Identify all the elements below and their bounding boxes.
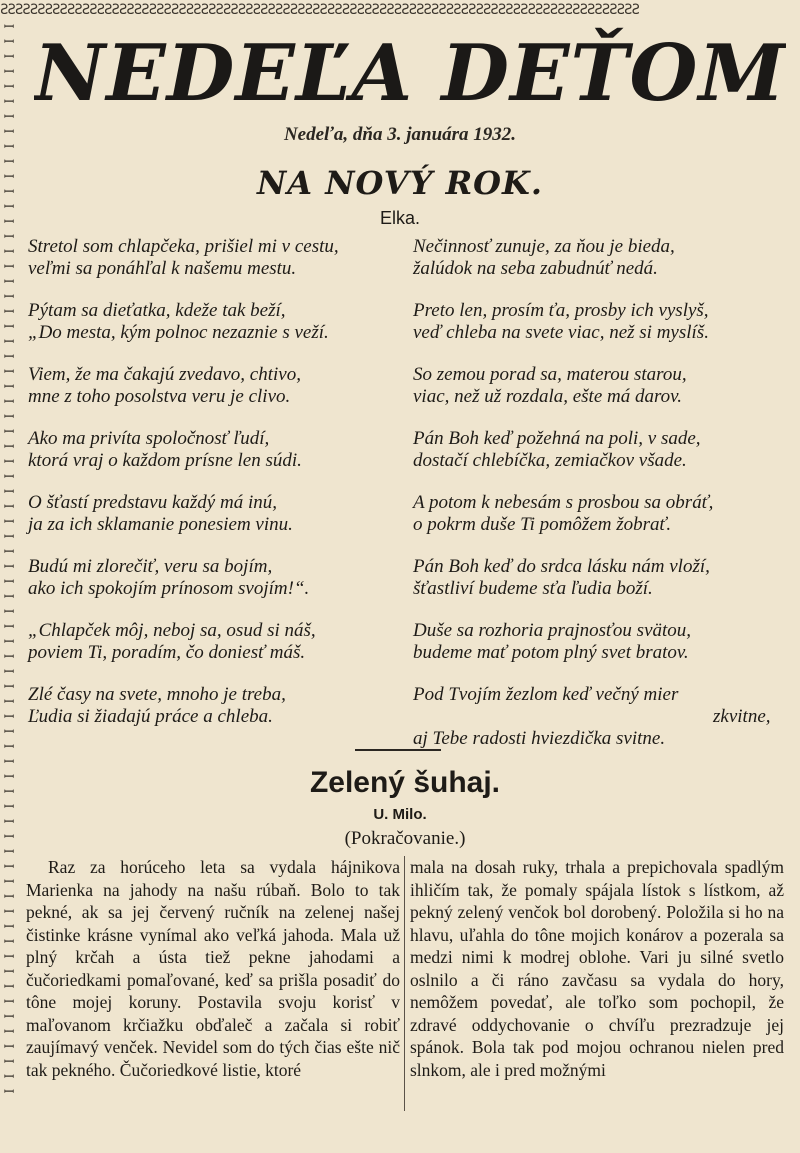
poem-line: žalúdok na seba zabudnúť nedá.: [413, 258, 658, 279]
poem-line: veľmi sa ponáhľal k našemu mestu.: [28, 258, 297, 279]
poem-stanza: [413, 236, 793, 280]
story-paragraph-left: Raz za horúceho leta sa vydala hájnikova Marienka na jahody na našu rúbaň. Bolo to tak pekné, ak sa jej červený ručník na zelenej našej čistinke krásne vynímal ako veľká jahoda. Mala už plný krčah a ústa tiež pekne jahodami a čučoriedkami pomaľované, keď sa prišla posadiť do tône mojej koruny. Postavila svoju korisť v maľovanom krčiažku obďaleč a začala si robiť zaujímavý venček. Nevidel som do tých čias ešte nič tak pekného. Čučoriedkové listie, ktoré: [26, 857, 400, 1080]
poem-stanza: [413, 300, 793, 344]
dateline: Nedeľa, dňa 3. januára 1932.: [283, 124, 517, 145]
ornamental-border-left: ꟷꟷꟷꟷꟷꟷꟷꟷꟷꟷꟷꟷꟷꟷꟷꟷꟷꟷꟷꟷꟷꟷꟷꟷꟷꟷꟷꟷꟷꟷꟷꟷꟷꟷꟷꟷꟷꟷꟷꟷꟷꟷꟷꟷꟷꟷꟷꟷꟷꟷꟷꟷꟷꟷꟷꟷꟷꟷꟷꟷꟷꟷꟷꟷꟷꟷꟷꟷꟷꟷꟷꟷ: [3, 20, 15, 1100]
poem-line: Ako ma privíta spoločnosť ľudí,: [28, 428, 270, 449]
story-author: U. Milo.: [373, 806, 427, 823]
poem-line: Viem, že ma čakajú zvedavo, chtivo,: [28, 364, 301, 385]
poem-line: zkvitne,: [713, 706, 771, 727]
story-paragraph-right: mala na dosah ruky, trhala a prepichovala spadlým ihličím tak, že pomaly spájala lístok s lístkom, až pekný zelený venčok bol dorobený. Položila si ho na hlavu, uľahla do tône mojich konárov a pozerala sa medzi nimi k modrej oblohe. Vari ju silné svetlo oslnilo a či ráno zavčasu sa vydala do hory, nemôžem povedať, ale toľko som pochopil, že zdravé oddychovanie o chvíľu prezradzuje jej spánok. Bola tak pod mojou ochranou nielen pred slnkom, ale i pred možnými: [410, 857, 784, 1080]
poem-line: O šťastí predstavu každý má inú,: [28, 492, 277, 513]
poem-line: aj Tebe radosti hviezdička svitne.: [413, 728, 666, 749]
poem-line: Zlé časy na svete, mnoho je treba,: [28, 684, 286, 705]
story-subtitle: (Pokračovanie.): [344, 828, 466, 849]
poem-line: ktorá vraj o každom prísne len súdi.: [28, 450, 302, 471]
story-text-right: [410, 856, 784, 1081]
poem-right-column: [413, 236, 793, 750]
poem-stanza: [28, 364, 410, 408]
column-separator: [404, 856, 405, 1111]
story-title: Zelený šuhaj.: [309, 766, 501, 799]
masthead-title: NEDEĽA DEŤOM: [34, 28, 786, 119]
poem-line: Stretol som chlapčeka, prišiel mi v cestu,: [28, 236, 339, 257]
poem-line: mne z toho posolstva veru je clivo.: [28, 386, 291, 407]
poem-stanza: [28, 300, 410, 344]
poem-line: budeme mať potom plný svet bratov.: [413, 642, 689, 663]
poem-stanza: [28, 556, 410, 600]
poem-line: dostačí chlebíčka, zemiačkov všade.: [413, 450, 687, 471]
poem-stanza: [413, 364, 793, 408]
poem-stanza: [413, 556, 793, 600]
poem-line: poviem Ti, poradím, čo doniesť máš.: [28, 642, 306, 663]
poem-line: Pod Tvojím žezlom keď večný mier: [413, 684, 679, 705]
poem-stanza: [28, 236, 410, 280]
poem-left-column: [28, 236, 410, 748]
poem-stanza: [413, 492, 793, 536]
poem-line: Budú mi zlorečiť, veru sa bojím,: [28, 556, 273, 577]
poem-line: „Chlapček môj, neboj sa, osud si náš,: [28, 620, 316, 641]
poem-line: „Do mesta, kým polnoc nezaznie s veží.: [28, 322, 329, 343]
poem-author: Elka.: [379, 208, 421, 228]
poem-line: So zemou porad sa, materou starou,: [413, 364, 687, 385]
poem-stanza: [28, 684, 410, 728]
poem-line: Duše sa rozhoria prajnosťou svätou,: [413, 620, 692, 641]
ornamental-border-top: ƧƧƧƧƧƧƧƧƧƧƧƧƧƧƧƧƧƧƧƧƧƧƧƧƧƧƧƧƧƧƧƧƧƧƧƧƧƧƧƧƧƧƧƧƧƧƧƧƧƧƧƧƧƧƧƧƧƧƧƧƧƧƧƧƧƧƧƧƧƧƧƧƧƧƧƧƧƧƧƧƧƧƧƧƧƧ: [0, 2, 639, 18]
poem-stanza: [413, 620, 793, 664]
poem-line: ja za ich sklamanie ponesiem vinu.: [28, 514, 293, 535]
poem-line: Pán Boh keď do srdca lásku nám vloží,: [413, 556, 710, 577]
poem-stanza: [28, 492, 410, 536]
story-text-left: [26, 856, 400, 1081]
poem-line: viac, než už rozdala, ešte má darov.: [413, 386, 682, 407]
poem-line: Preto len, prosím ťa, prosby ich vyslyš,: [413, 300, 709, 321]
poem-line: šťastliví budeme sťa ľudia boží.: [413, 578, 653, 599]
poem-stanza: [413, 428, 793, 472]
poem-stanza: [28, 428, 410, 472]
poem-line: Ľudia si žiadajú práce a chleba.: [28, 706, 273, 727]
poem-line: o pokrm duše Ti pomôžem žobrať.: [413, 514, 672, 535]
poem-line: Pýtam sa dieťatka, kdeže tak beží,: [28, 300, 286, 321]
poem-line: ako ich spokojím prínosom svojím!“.: [28, 578, 310, 599]
poem-line: Nečinnosť zunuje, za ňou je bieda,: [413, 236, 675, 257]
poem-stanza: [28, 620, 410, 664]
poem-line: Pán Boh keď požehná na poli, v sade,: [413, 428, 701, 449]
poem-title: NA NOVÝ ROK.: [256, 164, 543, 202]
poem-line: A potom k nebesám s prosbou sa obráť,: [413, 492, 714, 513]
poem-line: veď chleba na svete viac, než si myslíš.: [413, 322, 709, 343]
section-divider: [355, 749, 441, 751]
